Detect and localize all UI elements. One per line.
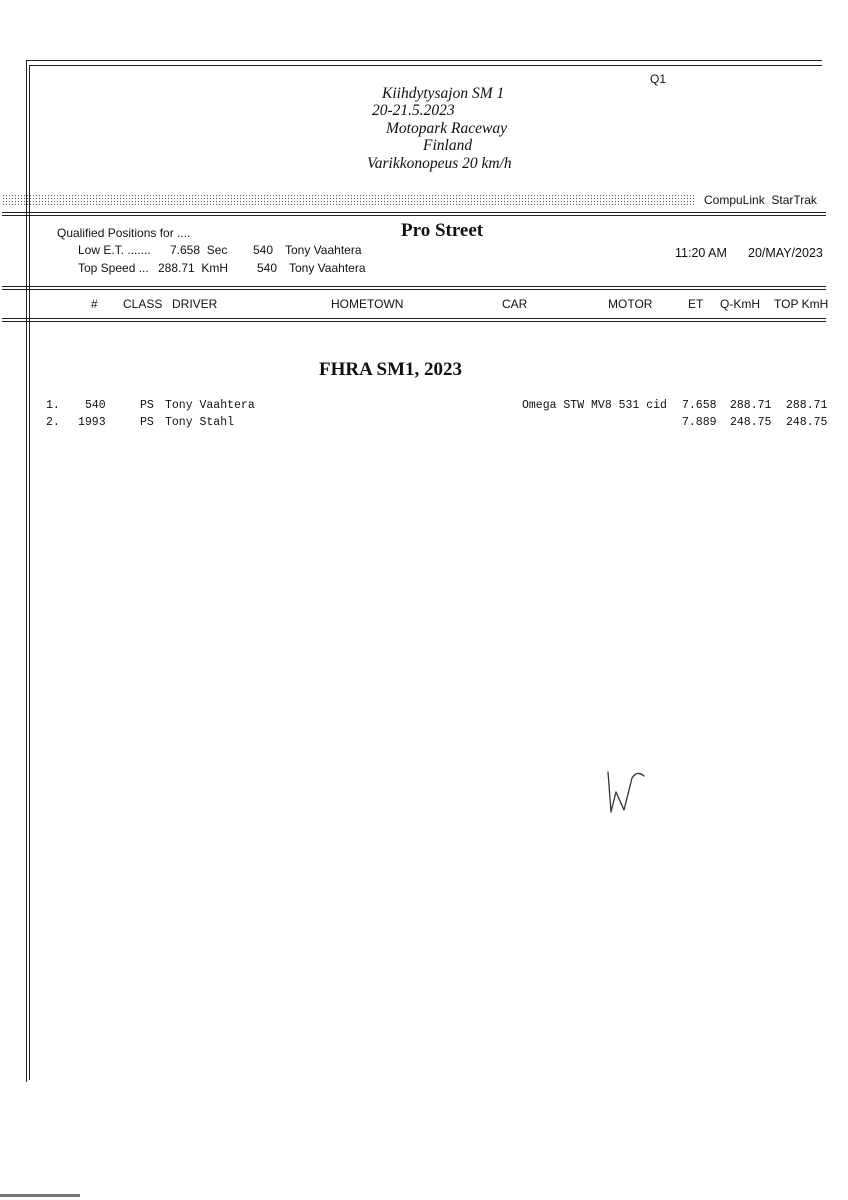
- col-header-hometown: HOMETOWN: [331, 297, 404, 311]
- col-header-topkmh: TOP KmH: [774, 297, 829, 311]
- row-driver: Tony Stahl: [165, 416, 235, 429]
- event-venue: Motopark Raceway: [386, 120, 507, 137]
- col-header-motor: MOTOR: [608, 297, 653, 311]
- low-et-driver: Tony Vaahtera: [285, 243, 362, 257]
- signature-mark: [604, 766, 660, 818]
- low-et-value: 7.658 Sec: [170, 243, 228, 257]
- divider-2b: [2, 289, 826, 290]
- row-qkmh: 248.75: [730, 416, 772, 429]
- col-header-et: ET: [688, 297, 704, 311]
- footer-mark: [0, 1194, 80, 1197]
- col-header-driver: DRIVER: [172, 297, 218, 311]
- class-title: Pro Street: [401, 220, 484, 241]
- row-class: PS: [140, 416, 154, 429]
- report-time: 11:20 AM: [675, 246, 727, 260]
- left-rule: [26, 60, 27, 1082]
- low-et-label: Low E.T. .......: [78, 243, 151, 257]
- row-driver: Tony Vaahtera: [165, 399, 255, 412]
- top-speed-car: 540: [257, 261, 278, 275]
- divider-1: [2, 212, 826, 213]
- col-header-qkmh: Q-KmH: [720, 297, 760, 311]
- row-qkmh: 288.71: [730, 399, 772, 412]
- divider-3b: [2, 321, 826, 322]
- report-date: 20/MAY/2023: [748, 246, 823, 260]
- row-class: PS: [140, 399, 154, 412]
- divider-2: [2, 286, 826, 287]
- col-header-class: CLASS: [123, 297, 163, 311]
- dotted-band: [2, 194, 696, 205]
- col-header-num: #: [91, 297, 98, 311]
- section-title: FHRA SM1, 2023: [319, 359, 463, 380]
- divider-1b: [2, 215, 826, 216]
- event-dates: 20-21.5.2023: [372, 102, 455, 119]
- qualified-title: Qualified Positions for ....: [57, 226, 191, 240]
- row-et: 7.658: [682, 399, 717, 412]
- row-topkmh: 248.75: [786, 416, 828, 429]
- event-pit-speed: Varikkonopeus 20 km/h: [367, 155, 512, 172]
- timing-system: CompuLink StarTrak: [704, 193, 817, 207]
- row-pos: 2.: [46, 416, 60, 429]
- event-title: Kiihdytysajon SM 1: [382, 85, 505, 102]
- top-speed-driver: Tony Vaahtera: [289, 261, 366, 275]
- event-country: Finland: [423, 137, 473, 154]
- row-pos: 1.: [46, 399, 60, 412]
- top-speed-value: 288.71 KmH: [158, 261, 229, 275]
- top-speed-label: Top Speed ...: [78, 261, 149, 275]
- row-topkmh: 288.71: [786, 399, 828, 412]
- divider-3: [2, 318, 826, 319]
- col-header-car: CAR: [502, 297, 528, 311]
- session-label: Q1: [650, 72, 667, 86]
- row-num: 1993: [78, 416, 106, 429]
- row-et: 7.889: [682, 416, 717, 429]
- low-et-car: 540: [253, 243, 274, 257]
- left-rule-inner: [29, 65, 30, 1080]
- row-car-motor: Omega STW MV8 531 cid: [522, 399, 667, 412]
- row-num: 540: [85, 399, 106, 412]
- top-rule: [26, 60, 822, 61]
- top-rule-inner: [30, 65, 822, 66]
